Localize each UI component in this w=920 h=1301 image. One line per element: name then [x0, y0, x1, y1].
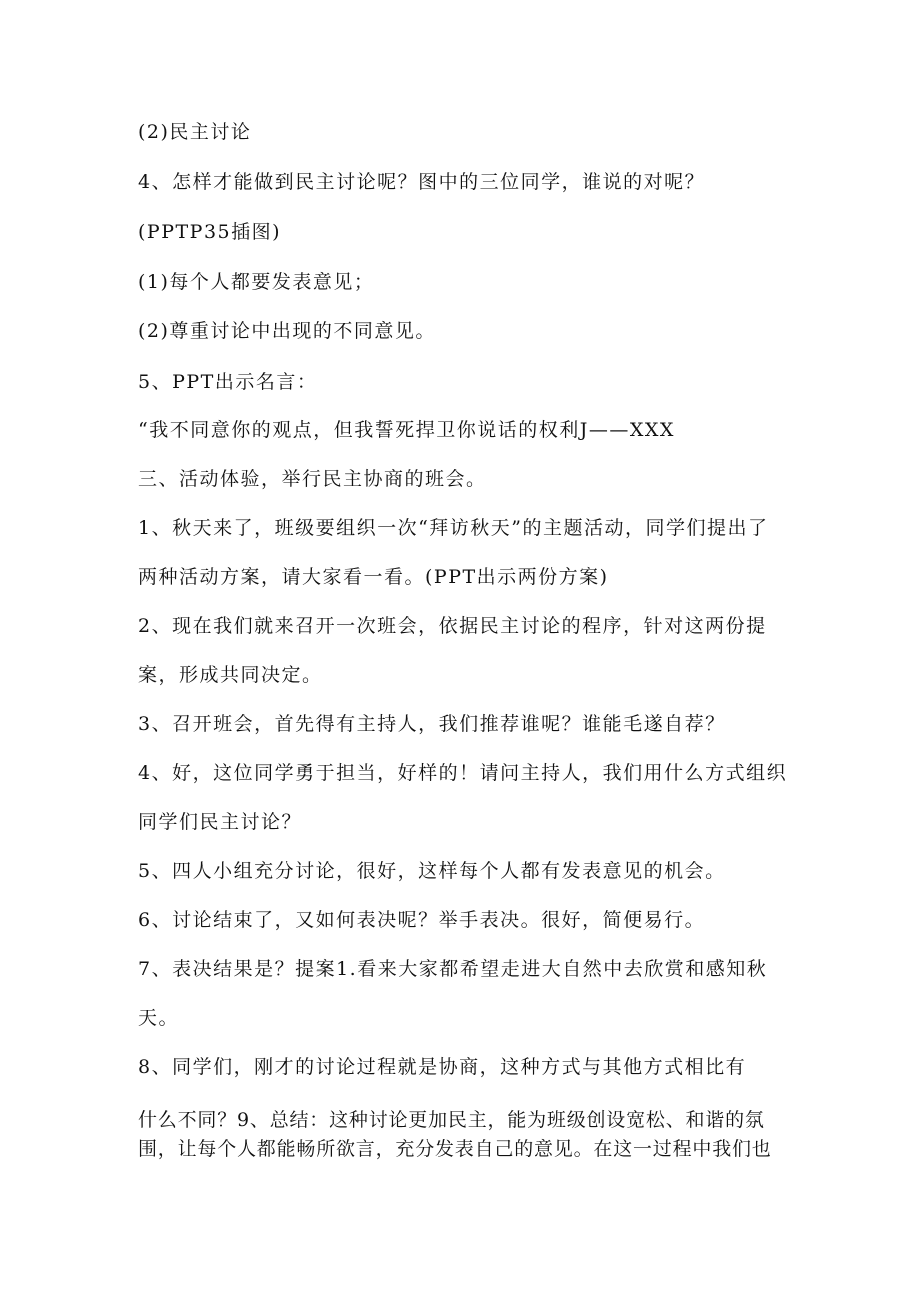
paragraph-line: 5、四人小组充分讨论，很好，这样每个人都有发表意见的机会。: [138, 860, 726, 882]
paragraph-line: 案，形成共同决定。: [138, 664, 323, 686]
paragraph-line: 5、PPT出示名言：: [138, 371, 318, 393]
paragraph-line: 两种活动方案，请大家看一看。(PPT出示两份方案): [138, 566, 609, 588]
quote-line: “我不同意你的观点，但我誓死捍卫你说话的权利J——XXX: [138, 419, 675, 441]
paragraph-line: 7、表决结果是？提案1.看来大家都希望走进大自然中去欣赏和感知秋: [138, 958, 768, 980]
paragraph-line: 围，让每个人都能畅所欲言，充分发表自己的意见。在这一过程中我们也: [138, 1138, 772, 1160]
paragraph-line: 同学们民主讨论？: [138, 811, 303, 833]
paragraph-line: 天。: [138, 1007, 180, 1029]
paragraph-line: 什么不同？9、总结：这种讨论更加民主，能为班级创设宽松、和谐的氛: [138, 1109, 765, 1131]
paragraph-line: (1)每个人都要发表意见；: [138, 271, 375, 293]
paragraph-line: (2)尊重讨论中出现的不同意见。: [138, 320, 436, 342]
paragraph-line: (PPTP35插图): [138, 221, 282, 243]
section-heading: 三、活动体验，举行民主协商的班会。: [138, 468, 487, 490]
heading-democratic-discussion: (2)民主讨论: [138, 121, 252, 143]
paragraph-line: 4、怎样才能做到民主讨论呢？图中的三位同学，谁说的对呢？: [138, 171, 706, 193]
paragraph-line: 6、讨论结束了，又如何表决呢？举手表决。很好，简便易行。: [138, 909, 706, 931]
paragraph-line: 1、秋天来了，班级要组织一次“拜访秋天”的主题活动，同学们提出了: [138, 517, 769, 539]
paragraph-line: 8、同学们，刚才的讨论过程就是协商，这种方式与其他方式相比有: [138, 1056, 747, 1078]
paragraph-line: 2、现在我们就来召开一次班会，依据民主讨论的程序，针对这两份提: [138, 615, 767, 637]
paragraph-line: 4、好，这位同学勇于担当，好样的！请问主持人，我们用什么方式组织: [138, 762, 788, 784]
paragraph-line: 3、召开班会，首先得有主持人，我们推荐谁呢？谁能毛遂自荐？: [138, 713, 726, 735]
